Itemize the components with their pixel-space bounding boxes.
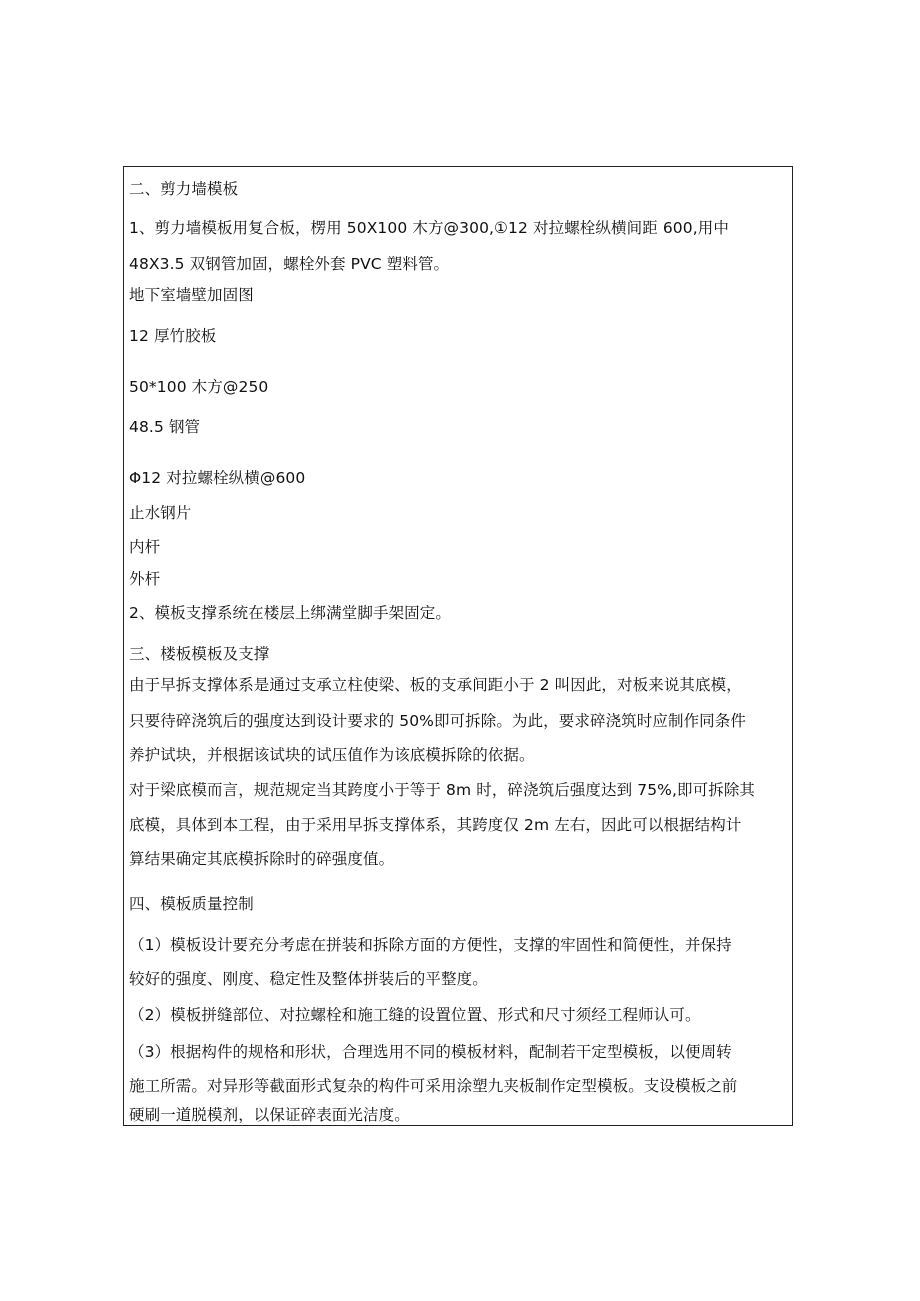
paragraph-line: 由于早拆支撑体系是通过支承立柱使梁、板的支承间距小于 2 叫因此，对板来说其底模， [129, 676, 742, 694]
document-frame [123, 166, 793, 1126]
section-heading-floor-slab: 三、楼板模板及支撑 [129, 645, 270, 663]
paragraph-line: 只要待碎浇筑后的强度达到设计要求的 50%即可拆除。为此，要求碎浇筑时应制作同条件 [129, 712, 746, 730]
figure-label: 外杆 [129, 570, 161, 588]
figure-label: 内杆 [129, 538, 161, 556]
paragraph-line: 较好的强度、刚度、稳定性及整体拼装后的平整度。 [129, 970, 488, 988]
paragraph-line: 1、剪力墙模板用复合板，楞用 50X100 木方@300,①12 对拉螺栓纵横间距 600,用中 [129, 219, 729, 237]
paragraph-line: 算结果确定其底模拆除时的碎强度值。 [129, 850, 395, 868]
paragraph-line: 养护试块，并根据该试块的试压值作为该底模拆除的依据。 [129, 746, 535, 764]
figure-caption: 地下室墙壁加固图 [129, 286, 254, 304]
paragraph-line: 2、模板支撑系统在楼层上绑满堂脚手架固定。 [129, 604, 451, 622]
paragraph-line: （1）模板设计要充分考虑在拼装和拆除方面的方便性，支撑的牢固性和简便性，并保持 [129, 936, 732, 954]
paragraph-line: （2）模板拼缝部位、对拉螺栓和施工缝的设置位置、形式和尺寸须经工程师认可。 [129, 1006, 701, 1024]
figure-label: 止水钢片 [129, 504, 192, 522]
paragraph-line: 对于梁底模而言，规范规定当其跨度小于等于 8m 时，碎浇筑后强度达到 75%,即可拆除其 [129, 781, 756, 799]
section-heading-shear-wall: 二、剪力墙模板 [129, 180, 239, 198]
paragraph-line: （3）根据构件的规格和形状，合理选用不同的模板材料，配制若干定型模板，以便周转 [129, 1043, 732, 1061]
paragraph-line: 底模，具体到本工程，由于采用早拆支撑体系，其跨度仅 2m 左右，因此可以根据结构计 [129, 816, 742, 834]
figure-label: 12 厚竹胶板 [129, 327, 217, 345]
section-heading-quality-control: 四、模板质量控制 [129, 895, 254, 913]
paragraph-line: 硬刷一道脱模剂，以保证碎表面光洁度。 [129, 1106, 410, 1124]
figure-label: 50*100 木方@250 [129, 378, 269, 396]
figure-label: Φ12 对拉螺栓纵横@600 [129, 469, 306, 487]
paragraph-line: 48X3.5 双钢管加固，螺栓外套 PVC 塑料管。 [129, 255, 450, 273]
paragraph-line: 施工所需。对异形等截面形式复杂的构件可采用涂塑九夹板制作定型模板。支设模板之前 [129, 1077, 738, 1095]
figure-label: 48.5 钢管 [129, 418, 201, 436]
